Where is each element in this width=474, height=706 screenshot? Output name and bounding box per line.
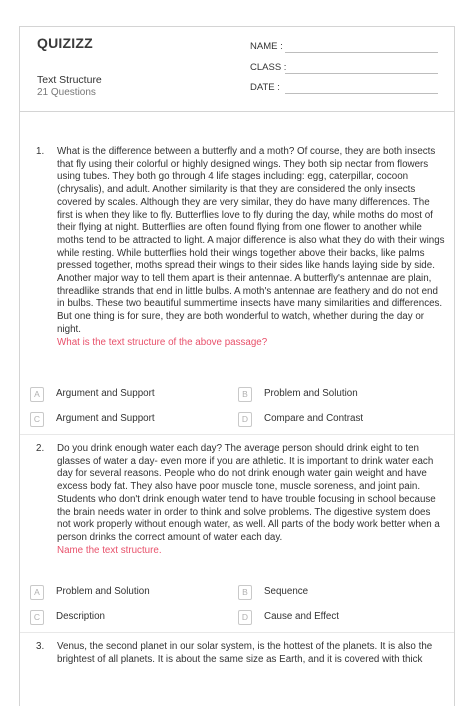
option-letter: B xyxy=(238,585,252,600)
question-prompt: Name the text structure. xyxy=(57,544,162,556)
question-count: 21 Questions xyxy=(37,87,96,98)
question-number: 3. xyxy=(36,641,45,652)
question-divider xyxy=(20,632,454,633)
date-line xyxy=(285,93,438,94)
class-label: CLASS : xyxy=(250,62,287,73)
option-letter: C xyxy=(30,610,44,625)
option-letter: C xyxy=(30,412,44,427)
question-passage xyxy=(57,146,445,349)
passage-text: Do you drink enough water each day? The average person should drink eight to ten glasses of water a day- even more if you are athletic. It is important to drink water each day for several reasons. People who do not drink enough water gain weight and have excess body fat. They also have poor muscle tone, muscle soreness, and joint pain. Students who don't drink enough water tend to have trouble focusing in school because the brain needs water in order to think and solve problems. The digestive system does not work properly without enough water, as well. All parts of the body work better when a person drinks the correct amount of water each day. xyxy=(57,443,440,543)
header-divider xyxy=(20,111,454,112)
option-text: Description xyxy=(56,611,106,622)
name-line xyxy=(285,52,438,53)
option-text: Argument and Support xyxy=(56,388,155,399)
option-text: Compare and Contrast xyxy=(264,413,364,424)
option-letter: D xyxy=(238,610,252,625)
class-line xyxy=(285,73,438,74)
option-letter: D xyxy=(238,412,252,427)
option-letter: A xyxy=(30,585,44,600)
date-label: DATE : xyxy=(250,82,280,93)
name-label: NAME : xyxy=(250,41,283,52)
passage-text: Venus, the second planet in our solar system, is the hottest of the planets. It is also the brightest of all planets. It is about the same size as Earth, and it is covered with thick xyxy=(57,641,433,665)
worksheet-border xyxy=(19,26,455,706)
question-prompt: What is the text structure of the above passage? xyxy=(57,336,268,348)
worksheet-title: Text Structure xyxy=(37,74,102,86)
question-number: 2. xyxy=(36,443,45,454)
option-letter: B xyxy=(238,387,252,402)
question-passage xyxy=(57,641,445,666)
option-text: Argument and Support xyxy=(56,413,155,424)
question-divider xyxy=(20,434,454,435)
option-text: Problem and Solution xyxy=(264,388,358,399)
question-passage xyxy=(57,443,445,557)
passage-text: What is the difference between a butterfly and a moth? Of course, they are both insects that fly using their colorful or highly designed wings. They both sip nectar from flowers using tubes. They both go through 4 life stages including: egg, caterpillar, cocoon (chrysalis), and adult. Another similarity is that they are considered the only insects covered by scales. Although they are very similar, they do have many differences. The first is when they like to fly. Butterflies love to fly during the day, while moths do most of their flying at night. Butterflies are often found flying from one flower to another while moths tend to be attracted to light. A major difference is also what they do with their wings while resting. While butterflies hold their wings together above their backs, like palms pressed together, moths spread their wings to their sides like hands laying side by side. Another major way to tell them apart is their antennae. A butterfly's antennae are plain, threadlike strands that end in little bulbs. A moth's antennae are feathery and do not end in bulbs. These two beautiful summertime insects have many similarities and differences. But one thing is for sure, they are both wonderful to watch, whether during the day or night. xyxy=(57,146,445,335)
option-text: Problem and Solution xyxy=(56,586,150,597)
option-letter: A xyxy=(30,387,44,402)
quizizz-logo: QUIZIZZ xyxy=(37,35,93,51)
option-text: Cause and Effect xyxy=(264,611,339,622)
question-number: 1. xyxy=(36,146,45,157)
option-text: Sequence xyxy=(264,586,309,597)
